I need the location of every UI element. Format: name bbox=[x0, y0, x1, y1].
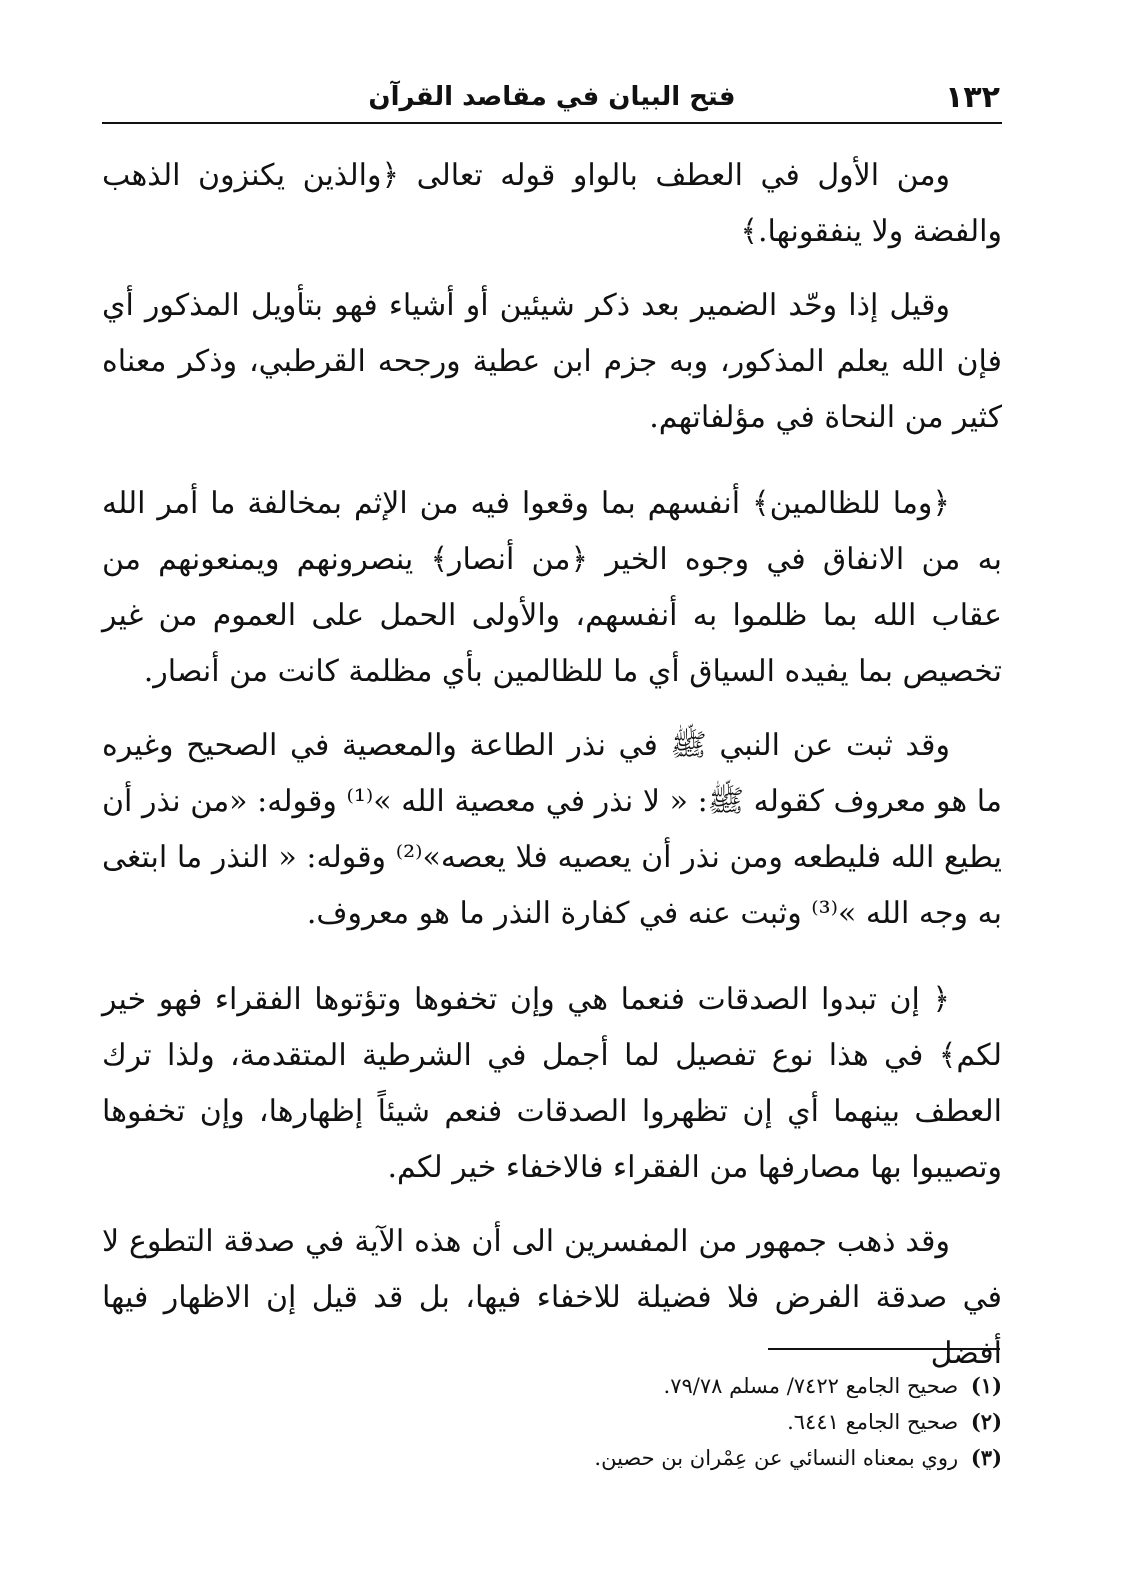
main-text bbox=[102, 148, 1002, 1400]
running-title: فتح البيان في مقاصد القرآن bbox=[368, 82, 736, 112]
footnote bbox=[102, 1404, 1002, 1440]
paragraph: ﴿وما للظالمين﴾ أنفسهم بما وقعوا فيه من الإثم بمخالفة ما أمر الله به من الانفاق في وجوه الخير ﴿من أنصار﴾ ينصرونهم ويمنعونهم من عقاب الله بما ظلموا به أنفسهم، والأولى الحمل على العموم من غير تخصيص بما يفيده السياق أي ما للظالمين بأي مظلمة كانت من أنصار. bbox=[102, 486, 1002, 689]
footnote bbox=[102, 1368, 1002, 1404]
footnote-number: (١) bbox=[970, 1373, 1002, 1398]
footnote-text: صحيح الجامع ٧٤٢٢/ مسلم ٧٩/٧٨. bbox=[663, 1374, 959, 1398]
footnote bbox=[102, 1440, 1002, 1476]
footnotes bbox=[102, 1368, 1002, 1476]
footnote-separator bbox=[768, 1348, 1000, 1350]
paragraph: ومن الأول في العطف بالواو قوله تعالى ﴿والذين يكنزون الذهب والفضة ولا ينفقونها.﴾ bbox=[102, 158, 1002, 249]
footnote-text: روي بمعناه النسائي عن عِمْران بن حصين. bbox=[594, 1446, 959, 1470]
footnote-number: (٢) bbox=[970, 1409, 1002, 1434]
paragraph: ﴿ إن تبدوا الصدقات فنعما هي وإن تخفوها وتؤتوها الفقراء فهو خير لكم﴾ في هذا نوع تفصيل لما أجمل في الشرطية المتقدمة، ولذا ترك العطف بينهما أي إن تظهروا الصدقات فنعم شيئاً إظهارها، وإن تخفوها وتصيبوا بها مصارفها من الفقراء فالاخفاء خير لكم. bbox=[102, 982, 1002, 1185]
page-header bbox=[102, 72, 1002, 124]
paragraph: وقد ذهب جمهور من المفسرين الى أن هذه الآية في صدقة التطوع لا في صدقة الفرض فلا فضيلة للاخفاء فيها، بل قد قيل إن الاظهار فيها أفضل bbox=[102, 1224, 1002, 1371]
page-number: ١٣٢ bbox=[945, 80, 1000, 115]
footnote-text: صحيح الجامع ٦٤٤١. bbox=[787, 1410, 959, 1434]
paragraph: وقد ثبت عن النبي ﷺ في نذر الطاعة والمعصية في الصحيح وغيره ما هو معروف كقوله ﷺ: « لا نذر في معصية الله »⁽¹⁾ وقوله: «من نذر أن يطيع الله فليطعه ومن نذر أن يعصيه فلا يعصه»⁽²⁾ وقوله: « النذر ما ابتغى به وجه الله »⁽³⁾ وثبت عنه في كفارة النذر ما هو معروف. bbox=[102, 728, 1002, 931]
paragraph: وقيل إذا وحّد الضمير بعد ذكر شيئين أو أشياء فهو بتأويل المذكور أي فإن الله يعلم المذكور، وبه جزم ابن عطية ورجحه القرطبي، وذكر معناه كثير من النحاة في مؤلفاتهم. bbox=[102, 288, 1002, 435]
footnote-number: (٣) bbox=[970, 1445, 1002, 1470]
